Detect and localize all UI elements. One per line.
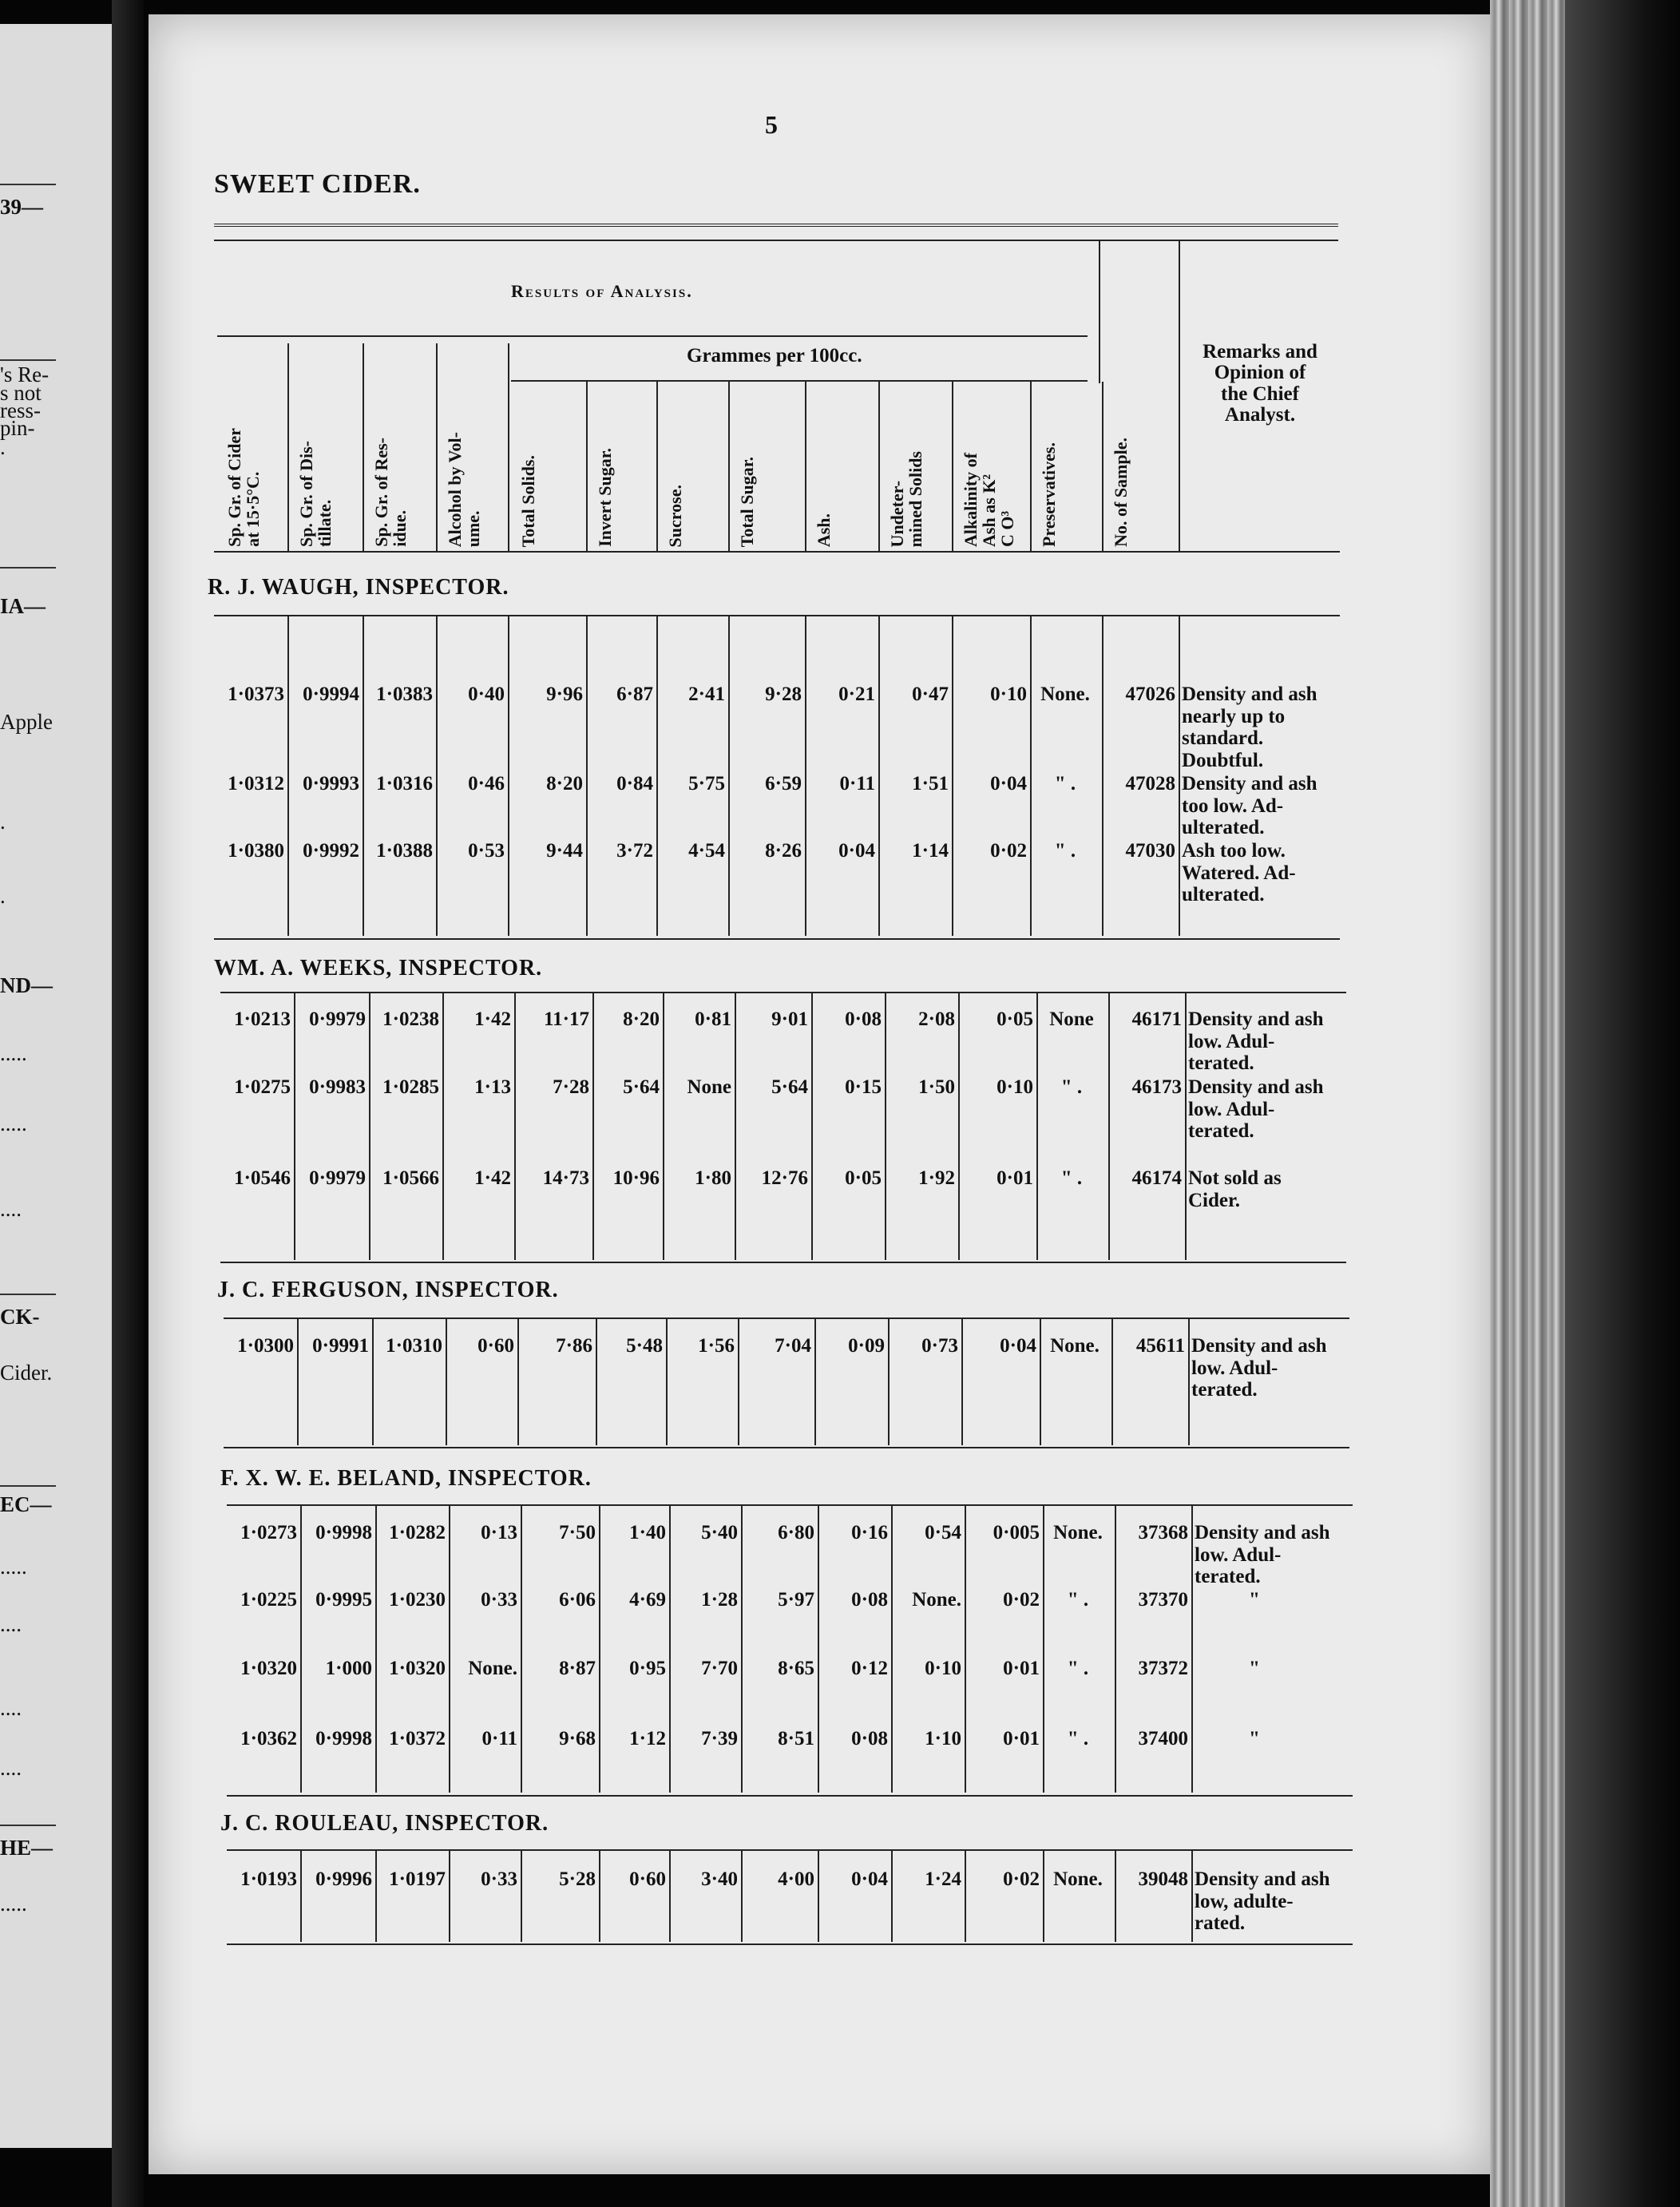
- left-page-rule: [0, 184, 56, 185]
- table-cell: " .: [1067, 1728, 1089, 1749]
- table-cell: 1·000: [325, 1658, 372, 1679]
- table-cell: 1·28: [701, 1589, 738, 1611]
- table-cell: 0·47: [912, 683, 949, 705]
- table-cell: 47030: [1125, 840, 1175, 862]
- table-cell: 0·01: [1003, 1658, 1040, 1679]
- table-cell: 7·04: [775, 1335, 811, 1357]
- table-cell: 1·0193: [240, 1868, 297, 1890]
- body-column-rule: [369, 992, 370, 1260]
- table-cell: 1·0282: [389, 1522, 446, 1543]
- left-fragment-text: CK-: [0, 1305, 40, 1329]
- table-cell: 0·02: [990, 840, 1027, 862]
- body-column-rule: [965, 1849, 966, 1942]
- table-cell: 0·04: [990, 773, 1027, 794]
- results-rule: [217, 335, 1088, 337]
- left-fragment-text: .....: [0, 1041, 27, 1065]
- table-cell: 0·08: [845, 1008, 882, 1030]
- body-column-rule: [375, 1849, 377, 1942]
- table-cell: 1·0285: [382, 1076, 439, 1098]
- section-top-rule: [220, 992, 1346, 993]
- table-cell: 0·46: [468, 773, 505, 794]
- book-gutter: [112, 0, 144, 2207]
- section-bottom-rule: [214, 938, 1340, 940]
- remark-text: Density and ash low. Adul- terated.: [1191, 1335, 1327, 1401]
- remark-text: Density and ash nearly up to standard. Doubtful.: [1182, 683, 1317, 771]
- body-column-rule: [1115, 1849, 1116, 1942]
- table-cell: 1·0230: [389, 1589, 446, 1611]
- table-cell: 0·09: [848, 1335, 885, 1357]
- body-column-rule: [1188, 1317, 1190, 1445]
- table-cell: " .: [1067, 1589, 1089, 1611]
- left-page-rule: [0, 1294, 56, 1295]
- header-column-rule: [1030, 382, 1032, 551]
- table-cell: 39048: [1138, 1868, 1188, 1890]
- table-cell: 4·69: [629, 1589, 666, 1611]
- body-column-rule: [508, 615, 509, 936]
- table-cell: None: [1049, 1008, 1094, 1030]
- table-cell: 1·50: [918, 1076, 955, 1098]
- page-number: 5: [765, 110, 778, 139]
- header-column-rule: [1179, 240, 1180, 551]
- header-column-rule: [878, 382, 880, 551]
- remark-text: Density and ash too low. Ad- ulterated.: [1182, 773, 1317, 838]
- left-page-rule: [0, 1485, 56, 1487]
- table-cell: 1·0320: [240, 1658, 297, 1679]
- table-cell: 47026: [1125, 683, 1175, 705]
- section-bottom-rule: [227, 1944, 1353, 1945]
- table-cell: 1·0197: [389, 1868, 446, 1890]
- table-cell: 0·04: [838, 840, 875, 862]
- remark-text: Density and ash low, adulte- rated.: [1195, 1868, 1330, 1934]
- left-fragment-text: ND—: [0, 973, 53, 997]
- table-cell: None.: [1053, 1522, 1103, 1543]
- table-cell: 1·0383: [376, 683, 433, 705]
- left-fragment-text: EC—: [0, 1492, 52, 1516]
- table-cell: 3·40: [701, 1868, 738, 1890]
- table-cell: 0·05: [845, 1167, 882, 1189]
- table-cell: 1·10: [925, 1728, 961, 1749]
- table-cell: 4·54: [688, 840, 725, 862]
- table-cell: 0·9991: [312, 1335, 369, 1357]
- left-fragment-text: ....: [0, 1197, 22, 1221]
- table-cell: 8·87: [559, 1658, 596, 1679]
- body-column-rule: [885, 992, 886, 1260]
- remark-text: Density and ash low. Adul- terated.: [1188, 1008, 1324, 1074]
- table-cell: 1·40: [629, 1522, 666, 1543]
- table-cell: 8·65: [778, 1658, 814, 1679]
- left-fragment-text: ....: [0, 1756, 22, 1780]
- remark-text: Density and ash low. Adul- terated.: [1188, 1076, 1324, 1142]
- table-cell: 37400: [1138, 1728, 1188, 1749]
- table-cell: " .: [1054, 840, 1076, 862]
- table-cell: 1·56: [698, 1335, 735, 1357]
- table-cell: 1·0273: [240, 1522, 297, 1543]
- header-column-rule: [508, 343, 509, 551]
- table-cell: 1·80: [695, 1167, 731, 1189]
- table-cell: None: [687, 1076, 731, 1098]
- table-cell: 12·76: [761, 1167, 808, 1189]
- table-cell: 5·75: [688, 773, 725, 794]
- column-header: Preservatives.: [1039, 442, 1059, 547]
- section-bottom-rule: [227, 1795, 1353, 1797]
- body-column-rule: [1185, 992, 1187, 1260]
- body-column-rule: [599, 1849, 600, 1942]
- table-cell: 1·12: [629, 1728, 666, 1749]
- table-cell: 5·64: [771, 1076, 808, 1098]
- table-cell: 7·39: [701, 1728, 738, 1749]
- table-cell: 1·0362: [240, 1728, 297, 1749]
- body-column-rule: [514, 992, 516, 1260]
- book-edge-shadow: [1565, 0, 1680, 2207]
- header-column-rule: [656, 382, 658, 551]
- table-cell: 0·9996: [315, 1868, 372, 1890]
- column-header: Sp. Gr. of Cider at 15·5°C.: [224, 428, 263, 547]
- column-header: Undeter- mined Solids: [887, 450, 926, 547]
- table-cell: 0·02: [1003, 1868, 1040, 1890]
- left-page-rule: [0, 359, 56, 361]
- table-cell: None.: [912, 1589, 961, 1611]
- left-fragment-text: 39—: [0, 195, 43, 219]
- table-cell: 5·48: [626, 1335, 663, 1357]
- title-rule: [214, 224, 1338, 227]
- table-cell: 0·04: [851, 1868, 888, 1890]
- table-cell: 8·20: [546, 773, 583, 794]
- body-column-rule: [592, 992, 594, 1260]
- table-cell: 9·96: [546, 683, 583, 705]
- header-column-rule: [952, 382, 953, 551]
- body-column-rule: [735, 992, 736, 1260]
- body-column-rule: [521, 1504, 522, 1793]
- table-cell: 0·95: [629, 1658, 666, 1679]
- body-column-rule: [1191, 1849, 1193, 1942]
- table-cell: 0·08: [851, 1589, 888, 1611]
- section-top-rule: [214, 615, 1340, 616]
- inspector-heading: F. X. W. E. BELAND, INSPECTOR.: [220, 1466, 592, 1491]
- table-cell: 1·42: [474, 1167, 511, 1189]
- table-cell: 0·84: [616, 773, 653, 794]
- inspector-heading: R. J. WAUGH, INSPECTOR.: [208, 575, 509, 600]
- table-cell: 2·08: [918, 1008, 955, 1030]
- table-cell: 6·06: [559, 1589, 596, 1611]
- results-header: Results of Analysis.: [511, 281, 693, 301]
- table-cell: 0·9998: [315, 1522, 372, 1543]
- left-fragment-text: .: [0, 810, 6, 834]
- table-cell: 37370: [1138, 1589, 1188, 1611]
- grammes-header: Grammes per 100cc.: [687, 345, 862, 367]
- table-cell: 0·01: [997, 1167, 1033, 1189]
- table-cell: 9·68: [559, 1728, 596, 1749]
- column-header: Ash.: [814, 513, 834, 547]
- table-cell: 0·04: [1000, 1335, 1036, 1357]
- left-page-fragment: [0, 24, 121, 2148]
- table-cell: 9·44: [546, 840, 583, 862]
- header-column-rule: [1102, 382, 1103, 551]
- header-column-rule: [728, 382, 730, 551]
- body-column-rule: [294, 992, 295, 1260]
- table-cell: " .: [1060, 1167, 1083, 1189]
- inspector-heading: J. C. FERGUSON, INSPECTOR.: [217, 1278, 559, 1302]
- table-cell: 1·51: [912, 773, 949, 794]
- section-top-rule: [227, 1504, 1353, 1506]
- table-cell: 0·08: [851, 1728, 888, 1749]
- remark-text: ": [1249, 1589, 1260, 1611]
- column-header: Sp. Gr. of Dis- tillate.: [296, 440, 335, 547]
- table-cell: 8·26: [765, 840, 802, 862]
- table-cell: 0·11: [481, 1728, 517, 1749]
- column-header: No. of Sample.: [1111, 438, 1131, 547]
- left-page-rule: [0, 1825, 56, 1826]
- table-cell: 0·12: [851, 1658, 888, 1679]
- body-column-rule: [300, 1849, 302, 1942]
- left-fragment-text: .: [0, 435, 6, 459]
- remark-text: Ash too low. Watered. Ad- ulterated.: [1182, 840, 1296, 905]
- body-column-rule: [811, 992, 813, 1260]
- body-column-rule: [818, 1849, 819, 1942]
- left-fragment-text: IA—: [0, 594, 46, 618]
- table-cell: 0·9998: [315, 1728, 372, 1749]
- table-cell: 1·0300: [237, 1335, 294, 1357]
- column-header: Sucrose.: [665, 484, 685, 547]
- table-cell: 6·59: [765, 773, 802, 794]
- left-fragment-text: Cider.: [0, 1361, 53, 1385]
- table-cell: 9·01: [771, 1008, 808, 1030]
- table-cell: 0·54: [925, 1522, 961, 1543]
- table-cell: 1·0213: [234, 1008, 291, 1030]
- table-top-rule: [214, 240, 1338, 241]
- table-cell: None.: [468, 1658, 517, 1679]
- table-cell: 0·005: [993, 1522, 1040, 1543]
- table-cell: 6·80: [778, 1522, 814, 1543]
- table-cell: None.: [1050, 1335, 1100, 1357]
- remark-text: Not sold as Cider.: [1188, 1167, 1282, 1211]
- column-header: Alcohol by Vol- ume.: [445, 431, 484, 547]
- table-cell: 1·14: [912, 840, 949, 862]
- table-cell: 1·0312: [228, 773, 284, 794]
- table-cell: 5·28: [559, 1868, 596, 1890]
- table-cell: 1·0546: [234, 1167, 291, 1189]
- table-cell: 11·17: [544, 1008, 589, 1030]
- table-cell: 1·0275: [234, 1076, 291, 1098]
- body-column-rule: [517, 1317, 519, 1445]
- table-cell: 0·53: [468, 840, 505, 862]
- table-cell: None.: [1053, 1868, 1103, 1890]
- table-cell: 0·02: [1003, 1589, 1040, 1611]
- table-cell: 7·28: [553, 1076, 589, 1098]
- table-cell: 46171: [1131, 1008, 1182, 1030]
- column-header: Sp. Gr. of Res- idue.: [371, 438, 410, 547]
- table-cell: 0·21: [838, 683, 875, 705]
- table-cell: 6·87: [616, 683, 653, 705]
- left-fragment-text: 's Re-: [0, 363, 50, 386]
- table-cell: 1·0388: [376, 840, 433, 862]
- body-column-rule: [663, 992, 664, 1260]
- header-column-rule: [287, 343, 289, 551]
- table-cell: 4·00: [778, 1868, 814, 1890]
- table-cell: 1·0310: [386, 1335, 442, 1357]
- column-header: Total Solids.: [518, 454, 538, 547]
- table-cell: 1·0316: [376, 773, 433, 794]
- table-cell: 9·28: [765, 683, 802, 705]
- table-cell: 7·70: [701, 1658, 738, 1679]
- section-top-rule: [227, 1849, 1353, 1851]
- table-cell: 1·0320: [389, 1658, 446, 1679]
- body-column-rule: [891, 1849, 893, 1942]
- table-cell: 37368: [1138, 1522, 1188, 1543]
- body-column-rule: [1179, 615, 1180, 936]
- table-cell: 1·0225: [240, 1589, 297, 1611]
- table-cell: 0·33: [481, 1868, 517, 1890]
- table-cell: 0·73: [921, 1335, 958, 1357]
- table-cell: 0·60: [477, 1335, 514, 1357]
- table-cell: 5·64: [623, 1076, 660, 1098]
- table-cell: 0·01: [1003, 1728, 1040, 1749]
- inspector-heading: WM. A. WEEKS, INSPECTOR.: [214, 956, 543, 981]
- table-cell: 1·92: [918, 1167, 955, 1189]
- table-cell: 0·10: [997, 1076, 1033, 1098]
- table-cell: 45611: [1135, 1335, 1185, 1357]
- column-header: Total Sugar.: [737, 456, 757, 547]
- left-fragment-text: s not: [0, 381, 42, 405]
- body-column-rule: [521, 1849, 522, 1942]
- header-column-rule: [805, 382, 806, 551]
- section-bottom-rule: [220, 1262, 1346, 1263]
- section-bottom-rule: [224, 1447, 1349, 1448]
- left-fragment-text: ....: [0, 1696, 22, 1720]
- header-column-rule: [436, 343, 438, 551]
- body-column-rule: [449, 1849, 450, 1942]
- table-cell: 0·05: [997, 1008, 1033, 1030]
- table-cell: 7·86: [556, 1335, 592, 1357]
- body-column-rule: [1043, 1849, 1044, 1942]
- table-cell: 0·13: [481, 1522, 517, 1543]
- left-fragment-text: HE—: [0, 1836, 53, 1860]
- table-cell: 46174: [1131, 1167, 1182, 1189]
- left-fragment-text: Apple: [0, 710, 53, 734]
- table-cell: " .: [1060, 1076, 1083, 1098]
- table-cell: 8·51: [778, 1728, 814, 1749]
- remark-text: ": [1249, 1728, 1260, 1749]
- table-cell: 1·0238: [382, 1008, 439, 1030]
- table-cell: 0·33: [481, 1589, 517, 1611]
- table-cell: 2·41: [688, 683, 725, 705]
- table-cell: 0·9994: [303, 683, 359, 705]
- header-column-rule: [363, 343, 364, 551]
- table-cell: 0·9979: [309, 1167, 366, 1189]
- table-cell: 5·40: [701, 1522, 738, 1543]
- table-cell: 0·16: [851, 1522, 888, 1543]
- table-cell: 0·15: [845, 1076, 882, 1098]
- table-cell: 1·0373: [228, 683, 284, 705]
- header-column-rule: [586, 382, 588, 551]
- table-cell: 0·9983: [309, 1076, 366, 1098]
- table-cell: 1·13: [474, 1076, 511, 1098]
- left-fragment-text: ....: [0, 1612, 22, 1636]
- table-cell: 0·40: [468, 683, 505, 705]
- grammes-rule: [511, 380, 1088, 382]
- table-cell: 0·81: [695, 1008, 731, 1030]
- table-cell: 14·73: [542, 1167, 589, 1189]
- table-cell: 1·0372: [389, 1728, 446, 1749]
- table-cell: 10·96: [612, 1167, 660, 1189]
- table-cell: 5·97: [778, 1589, 814, 1611]
- remarks-header: Remarks and Opinion of the Chief Analyst.: [1203, 341, 1317, 426]
- left-fragment-text: .....: [0, 1111, 27, 1135]
- table-cell: 46173: [1131, 1076, 1182, 1098]
- column-header: Invert Sugar.: [595, 448, 615, 547]
- table-cell: 1·24: [925, 1868, 961, 1890]
- left-fragment-text: .....: [0, 1555, 27, 1579]
- table-cell: 8·20: [623, 1008, 660, 1030]
- table-cell: 0·10: [990, 683, 1027, 705]
- table-cell: 0·9995: [315, 1589, 372, 1611]
- left-page-rule: [0, 567, 56, 569]
- table-cell: " .: [1054, 773, 1076, 794]
- table-cell: 7·50: [559, 1522, 596, 1543]
- body-column-rule: [442, 992, 444, 1260]
- left-fragment-text: .: [0, 884, 6, 908]
- table-cell: 1·0566: [382, 1167, 439, 1189]
- table-cell: 3·72: [616, 840, 653, 862]
- remark-text: Density and ash low. Adul- terated.: [1195, 1522, 1330, 1587]
- table-cell: 0·10: [925, 1658, 961, 1679]
- table-cell: 0·9993: [303, 773, 359, 794]
- column-header: Alkalinity of Ash as K² C O³: [961, 453, 1018, 547]
- section-top-rule: [224, 1317, 1349, 1319]
- left-fragment-text: .....: [0, 1892, 27, 1916]
- inspector-heading: J. C. ROULEAU, INSPECTOR.: [220, 1811, 549, 1836]
- table-cell: 37372: [1138, 1658, 1188, 1679]
- table-cell: None.: [1040, 683, 1090, 705]
- header-bottom-rule: [214, 551, 1340, 553]
- table-cell: 0·9992: [303, 840, 359, 862]
- body-column-rule: [1191, 1504, 1193, 1793]
- table-cell: 47028: [1125, 773, 1175, 794]
- header-column-rule: [1099, 240, 1100, 383]
- left-fragment-text: ress-: [0, 398, 41, 422]
- body-column-rule: [669, 1849, 671, 1942]
- body-column-rule: [1036, 992, 1038, 1260]
- remark-text: ": [1249, 1658, 1260, 1679]
- table-cell: 0·60: [629, 1868, 666, 1890]
- table-cell: 0·9979: [309, 1008, 366, 1030]
- table-cell: 0·11: [839, 773, 875, 794]
- table-cell: " .: [1067, 1658, 1089, 1679]
- page-title: SWEET CIDER.: [214, 169, 421, 199]
- table-cell: 1·42: [474, 1008, 511, 1030]
- table-cell: 1·0380: [228, 840, 284, 862]
- body-column-rule: [1108, 992, 1110, 1260]
- body-column-rule: [741, 1849, 743, 1942]
- left-fragment-text: pin-: [0, 416, 35, 440]
- body-column-rule: [958, 992, 960, 1260]
